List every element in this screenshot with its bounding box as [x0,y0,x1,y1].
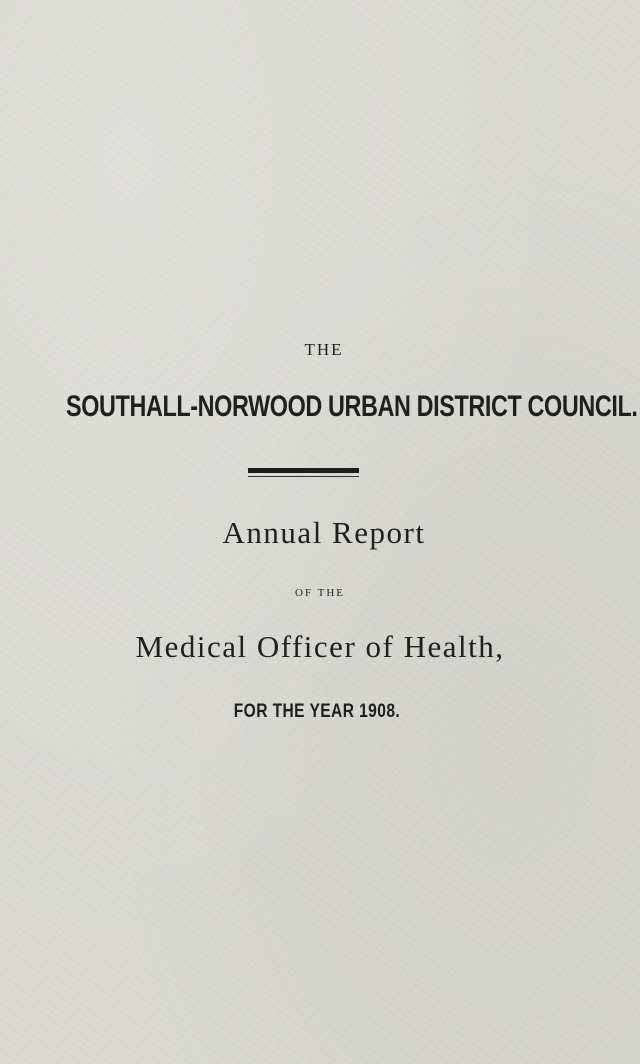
officer-title: Medical Officer of Health, [135,629,505,664]
heading-the: THE [304,340,344,359]
council-name: SOUTHALL-NORWOOD URBAN DISTRICT COUNCIL. [66,390,638,423]
divider-rule-thin [248,476,359,477]
divider-rule-thick [248,468,359,473]
report-title: Annual Report [222,515,426,550]
connector-of-the: OF THE [295,587,345,599]
report-year: FOR THE YEAR 1908. [233,701,401,722]
